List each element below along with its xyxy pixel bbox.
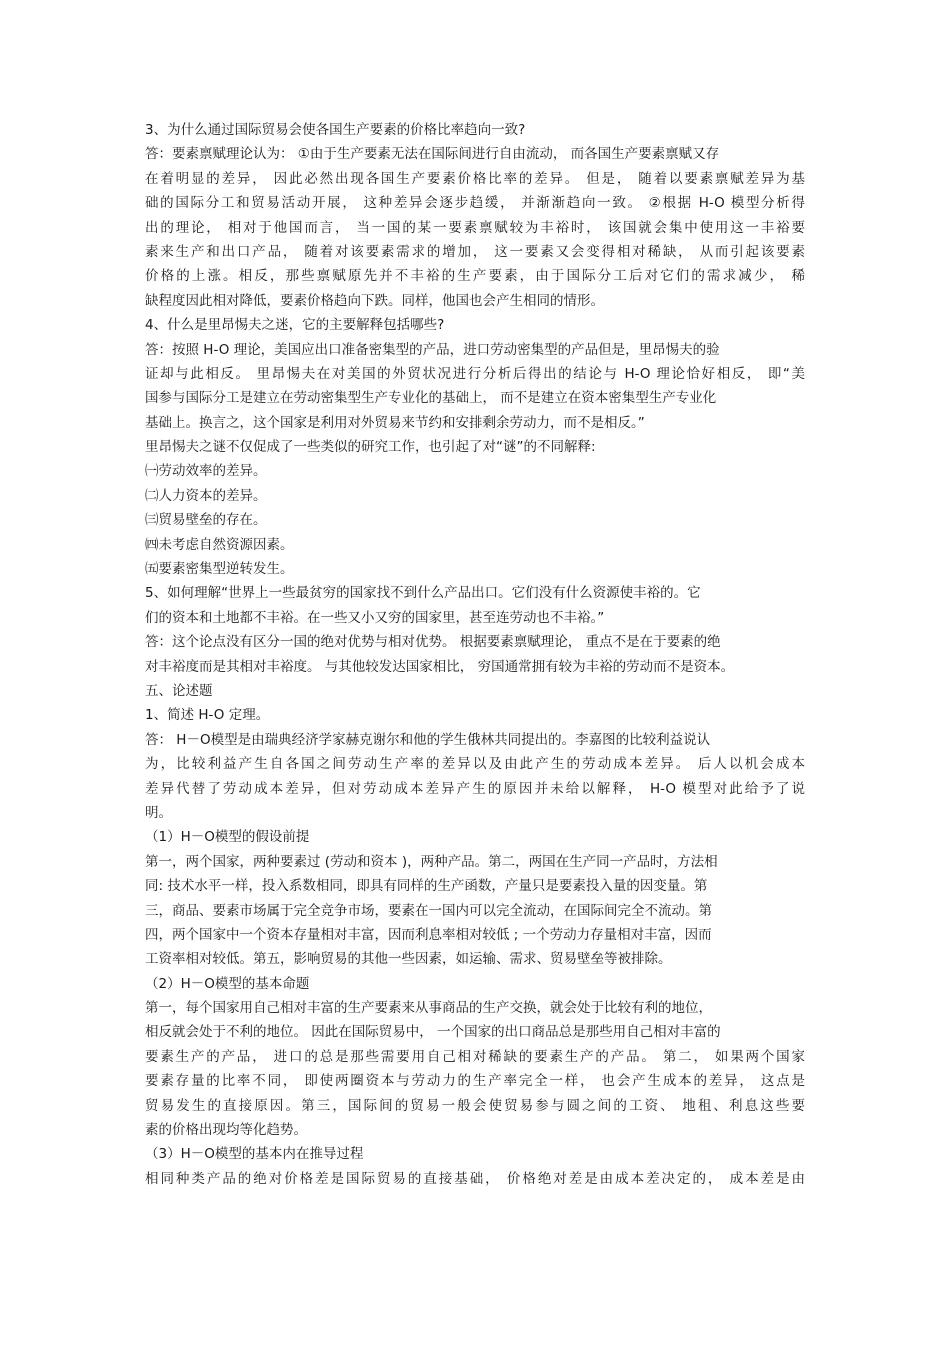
text-line: 要素生产的产品， 进口的总是那些需要用自己相对稀缺的要素生产的产品。 第二， 如果两个国家 [145,1048,805,1065]
text-line: 答：这个论点没有区分一国的绝对优势与相对优势。 根据要素禀赋理论， 重点不是在于要素的绝 [145,634,721,651]
text-line: （1）H－O模型的假设前提 [145,829,310,846]
text-line: 缺程度因此相对降低，要素价格趋向下跌。同样，他国也会产生相同的情形。 [145,292,604,309]
text-line: ㈡人力资本的差异。 [145,487,267,504]
text-line: 答：按照 H-O 理论，美国应出口准备密集型的产品，进口劳动密集型的产品但是，里昂惕夫的验 [145,341,720,358]
text-line: 三，商品、要素市场属于完全竞争市场，要素在一国内可以完全流动，在国际间完全不流动。第 [145,902,712,919]
text-line: 要素存量的比率不同， 即使两圈资本与劳动力的生产率完全一样， 也会产生成本的差异， 这点是 [145,1073,805,1090]
text-line: 相同种类产品的绝对价格差是国际贸易的直接基础， 价格绝对差是由成本差决定的， 成本差是由 [145,1170,805,1187]
text-line: 为，比较利益产生自各国之间劳动生产率的差异以及由此产生的劳动成本差异。 后人以机会成本 [145,756,805,773]
text-line: 5、如何理解“世界上一些最贫穷的国家找不到什么产品出口。它们没有什么资源使丰裕的。它 [145,585,701,602]
text-line: ㈠劳动效率的差异。 [145,463,267,480]
text-line: 明。 [145,804,172,821]
text-line: （2）H－O模型的基本命题 [145,975,310,992]
text-line: 答： H－O模型是由瑞典经济学家赫克谢尔和他的学生俄林共同提出的。李嘉图的比较利益说认 [145,731,711,748]
text-line: 素来生产和出口产品， 随着对该要素需求的增加， 这一要素又会变得相对稀缺， 从而引起该要素 [145,243,805,260]
text-line: 4、什么是里昂惕夫之迷，它的主要解释包括哪些? [145,317,445,334]
text-line: 四，两个国家中一个资本存量相对丰富，因而利息率相对较低 ; 一个劳动力存量相对丰富，因而 [145,926,712,943]
text-line: 1、简述 H-O 定理。 [145,707,270,724]
text-line: 础的国际分工和贸易活动开展， 这种差异会逐步趋缓， 并渐渐趋向一致。 ②根据 H-O 模型分析得 [145,195,805,212]
text-line: ㈢贸易壁垒的存在。 [145,512,267,529]
text-line: 相反就会处于不利的地位。 因此在国际贸易中， 一个国家的出口商品总是那些用自己相对丰富的 [145,1024,721,1041]
text-line: ㈤要素密集型逆转发生。 [145,561,294,578]
text-line: 差异代替了劳动成本差异，但对劳动成本差异产生的原因并未给以解释， H-O 模型对此给予了说 [145,780,805,797]
text-line: 们的资本和土地都不丰裕。在一些又小又穷的国家里，甚至连劳动也不丰裕。” [145,609,605,626]
text-line: 素的价格出现均等化趋势。 [145,1122,307,1139]
text-line: ㈣未考虑自然资源因素。 [145,536,294,553]
text-line: 里昂惕夫之谜不仅促成了一些类似的研究工作，也引起了对“谜”的不同解释: [145,439,596,456]
text-line: 答：要素禀赋理论认为： ①由于生产要素无法在国际间进行自由流动， 而各国生产要素禀赋又存 [145,146,720,163]
text-line: 国参与国际分工是建立在劳动密集型生产专业化的基础上， 而不是建立在资本密集型生产专业化 [145,390,717,407]
text-line: 价格的上涨。相反，那些禀赋原先并不丰裕的生产要素，由于国际分工后对它们的需求减少， 稀 [145,268,805,285]
text-line: 基础上。换言之，这个国家是利用对外贸易来节约和安排剩余劳动力，而不是相反。” [145,414,645,431]
text-line: 出的理论， 相对于他国而言， 当一国的某一要素禀赋较为丰裕时， 该国就会集中使用这一丰裕要 [145,219,805,236]
text-line: 贸易发生的直接原因。第三，国际间的贸易一般会使贸易参与圆之间的工资、 地租、利息这些要 [145,1097,805,1114]
text-line: 同: 技术水平一样，投入系数相同，即具有同样的生产函数，产量只是要素投入量的因变量。第 [145,878,708,895]
text-line: 3、为什么通过国际贸易会使各国生产要素的价格比率趋向一致? [145,122,526,138]
text-line: （3）H－O模型的基本内在推导过程 [145,1146,364,1163]
text-line: 对丰裕度而是其相对丰裕度。 与其他较发达国家相比， 穷国通常拥有较为丰裕的劳动而不是资本。 [145,658,735,675]
text-line: 第一，每个国家用自己相对丰富的生产要素来从事商品的生产交换，就会处于比较有利的地位， [145,1000,712,1017]
text-line: 证却与此相反。 里昂惕夫在对美国的外贸状况进行分析后得出的结论与 H-O 理论恰好相反， 即“美 [145,365,805,382]
text-line: 在着明显的差异， 因此必然出现各国生产要素价格比率的差异。 但是， 随着以要素禀赋差异为基 [145,170,805,187]
text-line: 第一，两个国家，两种要素过 (劳动和资本 )，两种产品。第二，两国在生产同一产品时，方法相 [145,853,718,870]
text-line: 五、论述题 [145,682,213,699]
text-line: 工资率相对较低。第五，影响贸易的其他一些因素，如运输、需求、贸易壁垒等被排除。 [145,951,672,968]
document-body [145,118,805,1191]
